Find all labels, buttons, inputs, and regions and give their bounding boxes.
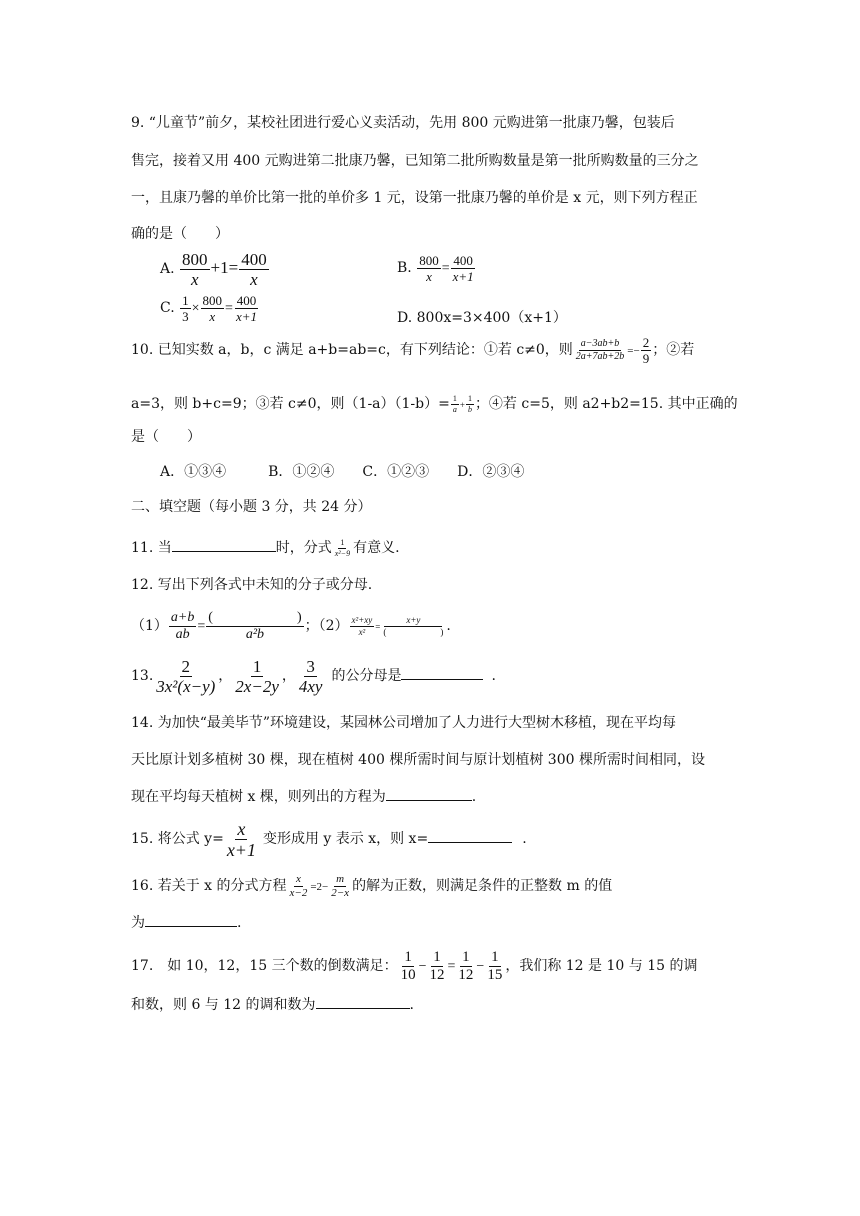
q12-line2 bbox=[131, 604, 451, 648]
denominator: x bbox=[190, 269, 199, 289]
numerator: 1 bbox=[462, 948, 470, 965]
fraction bbox=[574, 339, 627, 362]
q11-text: 11. 当 bbox=[131, 540, 172, 556]
fraction bbox=[180, 251, 210, 288]
q13 bbox=[131, 652, 496, 700]
operator: =− bbox=[627, 345, 640, 357]
denominator: x bbox=[426, 268, 432, 284]
numerator: a−3ab+b bbox=[580, 337, 620, 349]
q9-option-c bbox=[160, 288, 260, 328]
numerator: 400 bbox=[241, 249, 267, 269]
answer-blank[interactable] bbox=[172, 537, 276, 552]
q9-line4: 确的是（ ） bbox=[131, 226, 229, 242]
numerator: 2 bbox=[181, 656, 191, 676]
fraction bbox=[234, 294, 259, 323]
operator: =2− bbox=[310, 881, 329, 893]
fraction bbox=[225, 820, 258, 859]
q14-line1: 14. 为加快“最美毕节”环境建设，某园林公司增加了人力进行大型树木移植，现在平均每 bbox=[131, 715, 677, 731]
denominator: a bbox=[452, 404, 457, 414]
q14-line3 bbox=[131, 786, 476, 807]
answer-blank[interactable] bbox=[145, 912, 237, 927]
denominator: 12 bbox=[429, 966, 445, 983]
numerator: 1 bbox=[252, 656, 262, 676]
separator: ， bbox=[218, 668, 233, 684]
denominator: a²b bbox=[245, 626, 265, 642]
q16-line2 bbox=[131, 912, 241, 933]
denominator: ab bbox=[175, 626, 190, 642]
numerator: 1 bbox=[182, 292, 189, 308]
fraction bbox=[641, 336, 652, 365]
q9-line2: 售完，接着又用 400 元购进第二批康乃馨，已知第二批所购数量是第一批所购数量的三分之 bbox=[131, 153, 699, 169]
denominator: 3 bbox=[182, 308, 189, 324]
answer-blank[interactable] bbox=[428, 828, 512, 843]
answer-blank[interactable] bbox=[401, 665, 483, 680]
denominator: 15 bbox=[487, 966, 503, 983]
denominator: 2−x bbox=[331, 886, 350, 899]
q10-text: ；④若 c=5，则 a2+b2=15. 其中正确的 bbox=[474, 396, 738, 412]
denominator: x²−9 bbox=[334, 548, 351, 558]
fraction bbox=[417, 254, 441, 283]
denominator: x+1 bbox=[235, 308, 257, 324]
q16-text: 的解为正数，则满足条件的正整数 m 的值 bbox=[352, 878, 613, 894]
q15-text: 15. 将公式 y= bbox=[131, 831, 224, 847]
denominator: x bbox=[209, 308, 216, 324]
numerator: 400 bbox=[453, 252, 473, 268]
fraction bbox=[180, 294, 191, 323]
fraction bbox=[297, 658, 325, 695]
q10-text: a=3，则 b+c=9；③若 c≠0，则（1-a）（1-b）= bbox=[131, 396, 450, 412]
q15-text: . bbox=[522, 831, 527, 847]
q9-option-a bbox=[160, 248, 270, 288]
denominator: x+1 bbox=[452, 268, 474, 284]
q17-line1 bbox=[131, 944, 697, 988]
fraction bbox=[350, 616, 375, 637]
numerator: 400 bbox=[236, 292, 257, 308]
q12-text: ；（2） bbox=[304, 618, 349, 634]
operator: − bbox=[418, 959, 427, 974]
q9-line1: 9. “儿童节”前夕，某校社团进行爱心义卖活动，先用 800 元购进第一批康乃馨，包装后 bbox=[131, 115, 675, 131]
fraction bbox=[239, 251, 269, 288]
numerator: 1 bbox=[404, 948, 412, 965]
q16-text: . bbox=[237, 915, 242, 931]
denominator: x+1 bbox=[226, 839, 256, 860]
q14-line2: 天比原计划多植树 30 棵，现在植树 400 棵所需时间与原计划植树 300 棵所需时间相同，设 bbox=[131, 752, 705, 768]
fraction bbox=[201, 294, 225, 323]
option-label: B. bbox=[397, 260, 412, 276]
fraction bbox=[206, 611, 303, 642]
fraction bbox=[288, 874, 310, 899]
q9-line3: 一，且康乃馨的单价比第一批的单价多 1 元，设第一批康乃馨的单价是 x 元，则下列方程正 bbox=[131, 190, 698, 206]
denominator-blank[interactable]: ( ) bbox=[383, 626, 444, 637]
fraction bbox=[154, 658, 217, 695]
option-label: A. bbox=[160, 261, 175, 277]
operator: × bbox=[191, 301, 200, 316]
q17-text: 和数，则 6 与 12 的调和数为 bbox=[131, 997, 316, 1013]
fraction bbox=[333, 539, 352, 558]
numerator: 2 bbox=[642, 334, 650, 350]
q11-text: 时，分式 bbox=[275, 540, 332, 556]
numerator: a+b bbox=[170, 609, 195, 625]
operator: +1= bbox=[210, 258, 239, 277]
numerator: x bbox=[295, 872, 301, 885]
option-label: C. bbox=[160, 300, 175, 316]
operator: = bbox=[375, 622, 381, 632]
numerator: 1 bbox=[491, 948, 499, 965]
denominator: x−2 bbox=[289, 886, 308, 899]
fraction bbox=[169, 611, 196, 642]
fraction bbox=[451, 254, 476, 283]
q16-line1 bbox=[131, 864, 612, 908]
operator: = bbox=[225, 301, 233, 316]
denominator: 2a+7ab+2b bbox=[575, 350, 625, 362]
q17-text: 17. 如 10，12，15 三个数的倒数满足： bbox=[131, 958, 398, 974]
operator: − bbox=[476, 959, 485, 974]
operator: = bbox=[197, 619, 206, 634]
operator: = bbox=[447, 959, 456, 974]
q10-options: A．①③④ B．①②④ C．①②③ D．②③④ bbox=[160, 464, 525, 480]
numerator: 800 bbox=[182, 249, 208, 269]
fraction bbox=[399, 950, 418, 983]
q13-text: 13. bbox=[131, 668, 154, 684]
numerator-blank[interactable]: ( ) bbox=[208, 609, 302, 625]
denominator: b bbox=[467, 404, 472, 414]
fraction bbox=[233, 658, 281, 695]
numerator: 800 bbox=[419, 252, 439, 268]
q12-text: . bbox=[446, 618, 451, 634]
answer-blank[interactable] bbox=[316, 994, 410, 1009]
denominator: 10 bbox=[400, 966, 416, 983]
fraction bbox=[456, 950, 475, 983]
q14-text: 现在平均每天植树 x 棵，则列出的方程为 bbox=[131, 789, 386, 805]
numerator: x²+xy bbox=[351, 614, 373, 625]
fraction bbox=[451, 395, 459, 414]
q16-text: 为 bbox=[131, 915, 145, 931]
q15 bbox=[131, 814, 527, 864]
fraction bbox=[428, 950, 447, 983]
q9-option-d: D. 800x=3×400（x+1） bbox=[397, 310, 567, 326]
numerator: m bbox=[336, 872, 345, 885]
q9-option-b bbox=[397, 248, 477, 288]
q11-text: 有意义. bbox=[353, 540, 400, 556]
operator: = bbox=[441, 261, 450, 276]
denominator: 2x−2y bbox=[235, 676, 279, 696]
q15-text: 变形成用 y 表示 x，则 x= bbox=[262, 831, 429, 847]
denominator: x² bbox=[358, 626, 366, 637]
q11 bbox=[131, 530, 400, 566]
numerator: 3 bbox=[306, 656, 315, 676]
answer-blank[interactable] bbox=[386, 786, 472, 801]
denominator: 12 bbox=[458, 966, 474, 983]
operator: + bbox=[459, 400, 465, 410]
q14-text: . bbox=[471, 789, 477, 805]
numerator: 1 bbox=[467, 393, 472, 403]
denominator: 9 bbox=[642, 350, 650, 366]
numerator: 1 bbox=[340, 537, 345, 547]
q13-text: . bbox=[491, 668, 496, 684]
q12-text: （1） bbox=[131, 618, 168, 634]
q12-line1: 12. 写出下列各式中未知的分子或分母. bbox=[131, 577, 373, 593]
numerator: 1 bbox=[452, 393, 457, 403]
numerator: 1 bbox=[433, 948, 441, 965]
q17-text: ，我们称 12 是 10 与 15 的调 bbox=[505, 958, 698, 974]
numerator: x+y bbox=[384, 616, 442, 627]
q10-text: 10. 已知实数 a，b，c 满足 a+b=ab=c，有下列结论：①若 c≠0，则 bbox=[131, 342, 573, 358]
q13-text: 的公分母是 bbox=[331, 668, 402, 684]
denominator: 3x²(x−y) bbox=[156, 676, 216, 696]
q10-line3: 是（ ） bbox=[131, 429, 201, 445]
denominator: 4xy bbox=[298, 676, 323, 696]
numerator: x bbox=[237, 818, 246, 839]
q17-text: . bbox=[409, 997, 414, 1013]
q17-line2 bbox=[131, 994, 414, 1015]
fraction bbox=[485, 950, 504, 983]
q10-line2 bbox=[131, 386, 738, 422]
q16-text: 16. 若关于 x 的分式方程 bbox=[131, 878, 287, 894]
q10-text: ；②若 bbox=[652, 342, 695, 358]
fraction bbox=[466, 395, 474, 414]
fraction bbox=[329, 874, 351, 899]
section-heading: 二、填空题（每小题 3 分，共 24 分） bbox=[131, 499, 372, 515]
numerator: 800 bbox=[202, 292, 223, 308]
separator: ， bbox=[281, 668, 296, 684]
fraction bbox=[381, 616, 445, 637]
denominator: x bbox=[250, 269, 258, 289]
q10-line1 bbox=[131, 328, 694, 372]
